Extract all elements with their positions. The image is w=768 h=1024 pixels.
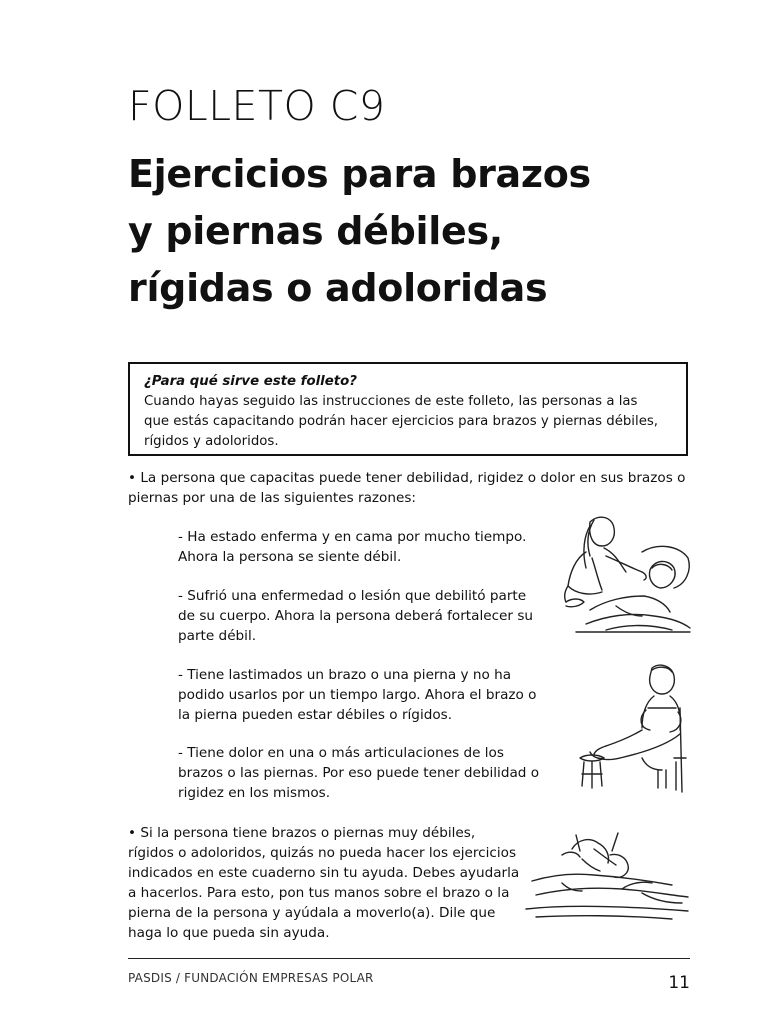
reason-item xyxy=(178,743,558,803)
intro-paragraph xyxy=(128,468,708,508)
text-line: • La persona que capacitas puede tener debilidad, rigidez o dolor en sus brazos o xyxy=(128,470,686,486)
text-line: Cuando hayas seguido las instrucciones de este folleto, las personas a las xyxy=(144,394,638,409)
text-line: haga lo que pueda sin ayuda. xyxy=(128,925,330,941)
reason-item xyxy=(178,665,558,725)
purpose-box xyxy=(128,362,688,456)
text-line: - Sufrió una enfermedad o lesión que debilitó parte xyxy=(178,588,527,604)
text-line: Ahora la persona se siente débil. xyxy=(178,549,402,565)
footer-divider xyxy=(128,958,690,959)
text-line: - Ha estado enferma y en cama por mucho tiempo. xyxy=(178,529,527,545)
purpose-text xyxy=(144,392,674,452)
text-line: pierna de la persona y ayúdala a moverlo(a). Dile que xyxy=(128,905,496,921)
text-line: rígidos o adoloridos, quizás no pueda hacer los ejercicios xyxy=(128,845,517,861)
text-line: podido usarlos por un tiempo largo. Ahora el brazo o xyxy=(178,687,537,703)
text-line: parte débil. xyxy=(178,628,257,644)
text-line: indicados en este cuaderno sin tu ayuda. Debes ayudarla xyxy=(128,865,520,881)
seated-person-illustration xyxy=(576,658,688,794)
text-line: - Tiene lastimados un brazo o una pierna y no ha xyxy=(178,667,512,683)
text-line: rigidez en los mismos. xyxy=(178,785,331,801)
text-line: - Tiene dolor en una o más articulaciones de los xyxy=(178,745,504,761)
text-line: que estás capacitando podrán hacer ejercicios para brazos y piernas débiles, xyxy=(144,414,659,429)
text-line: de su cuerpo. Ahora la persona deberá fortalecer su xyxy=(178,608,534,624)
text-line: rígidos y adoloridos. xyxy=(144,434,279,449)
text-line: a hacerlos. Para esto, pon tus manos sobre el brazo o la xyxy=(128,885,510,901)
booklet-label: FOLLETO C9 xyxy=(128,82,386,130)
footer-publisher: PASDIS / FUNDACIÓN EMPRESAS POLAR xyxy=(128,971,374,985)
title-line: y piernas débiles, xyxy=(128,209,503,253)
assistance-paragraph xyxy=(128,823,528,943)
reason-item xyxy=(178,586,558,646)
text-line: la pierna pueden estar débiles o rígidos. xyxy=(178,707,453,723)
text-line: • Si la persona tiene brazos o piernas muy débiles, xyxy=(128,825,476,841)
purpose-question: ¿Para qué sirve este folleto? xyxy=(144,374,357,389)
text-line: brazos o las piernas. Por eso puede tener debilidad o xyxy=(178,765,540,781)
page-number: 11 xyxy=(668,973,690,993)
page-title xyxy=(128,146,728,317)
title-line: rígidas o adoloridas xyxy=(128,266,548,310)
text-line: piernas por una de las siguientes razones: xyxy=(128,490,416,506)
reason-item xyxy=(178,527,558,567)
bedridden-person-illustration xyxy=(546,512,692,634)
title-line: Ejercicios para brazos xyxy=(128,152,591,196)
assisted-exercise-illustration xyxy=(522,825,692,925)
